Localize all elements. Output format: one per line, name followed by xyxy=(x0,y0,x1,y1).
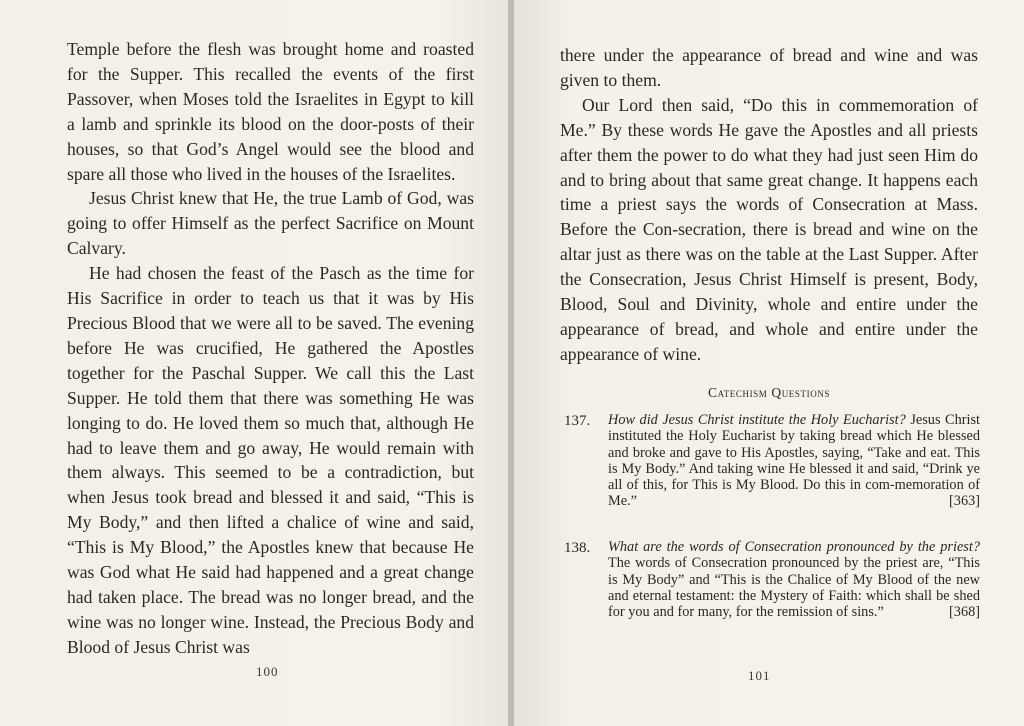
paragraph: He had chosen the feast of the Pasch as the time for His Sacrifice in order to teach us that it was by His Precious Blood that we were all to be saved. The evening before He was crucified, He gathered the Apostles together for the Paschal Supper. We call this the Last Supper. He told them that there was something He was longing to do. He loved them so much that, although He had to leave them and go away, He would remain with them always. This seemed to be a contradiction, but when Jesus took bread and blessed it and said, “This is My Body,” and then lifted a chalice of wine and said, “This is My Blood,” the Apostles knew that because He was God what He said had happened and a great change had taken place. The bread was no longer bread, and the wine was no longer wine. Instead, the Precious Body and Blood of Jesus Christ was xyxy=(67,263,474,657)
catechism-question xyxy=(560,412,980,510)
left-page xyxy=(0,0,510,726)
right-page-body xyxy=(560,43,978,367)
catechism-heading: Catechism Questions xyxy=(707,385,831,400)
paragraph: Our Lord then said, “Do this in commemoration of Me.” By these words He gave the Apostles and all priests after them the power to do what they had just seen Him do and to bring about that same great change. It happens each time a priest says the words of Consecration at Mass. Before the Con-secration, there is bread and wine on the altar just as there was on the table at the Last Supper. After the Consecration, Jesus Christ Himself is present, Body, Blood, Soul and Divinity, whole and entire under the appearance of bread, and whole and entire under the appearance of wine. xyxy=(560,94,978,364)
page-number: 101 xyxy=(748,668,771,683)
question-body xyxy=(608,539,980,620)
question-text: How did Jesus Christ institute the Holy Eucharist? xyxy=(608,412,906,428)
page-number: 100 xyxy=(256,664,279,679)
right-page xyxy=(514,0,1024,726)
paragraph: there under the appearance of bread and wine and was given to them. xyxy=(560,45,978,90)
answer-text: The words of Consecration pronounced by the priest are, “This is My Body” and “This is the Chalice of My Blood of the new and eternal testament: the Mystery of Faith: which shall be shed for you and for many, for the remission of sins.” xyxy=(608,555,980,621)
paragraph: Jesus Christ knew that He, the true Lamb of God, was going to offer Himself as the perfect Sacrifice on Mount Calvary. xyxy=(67,188,474,259)
question-body xyxy=(608,412,980,510)
question-reference: [368] xyxy=(949,604,980,621)
question-reference: [363] xyxy=(949,493,980,510)
question-text: What are the words of Consecration pronounced by the priest? xyxy=(608,539,980,555)
paragraph: Temple before the flesh was brought home and roasted for the Supper. This recalled the events of the first Passover, when Moses told the Israelites in Egypt to kill a lamb and sprinkle its blood on the door-posts of their houses, so that God’s Angel would see the blood and spare all those who lived in the houses of the Israelites. xyxy=(67,39,474,184)
question-number: 137. xyxy=(564,413,591,429)
question-number: 138. xyxy=(564,540,591,556)
left-page-body xyxy=(67,37,474,660)
catechism-question xyxy=(560,539,980,620)
answer-text: Jesus Christ instituted the Holy Eucharist by taking bread which He blessed and broke and gave to His Apostles, saying, “Take and eat. This is My Body.” And taking wine He blessed it and said, “Drink ye all of this, for This is My Blood. Do this in com-memoration of Me.” xyxy=(608,412,980,510)
